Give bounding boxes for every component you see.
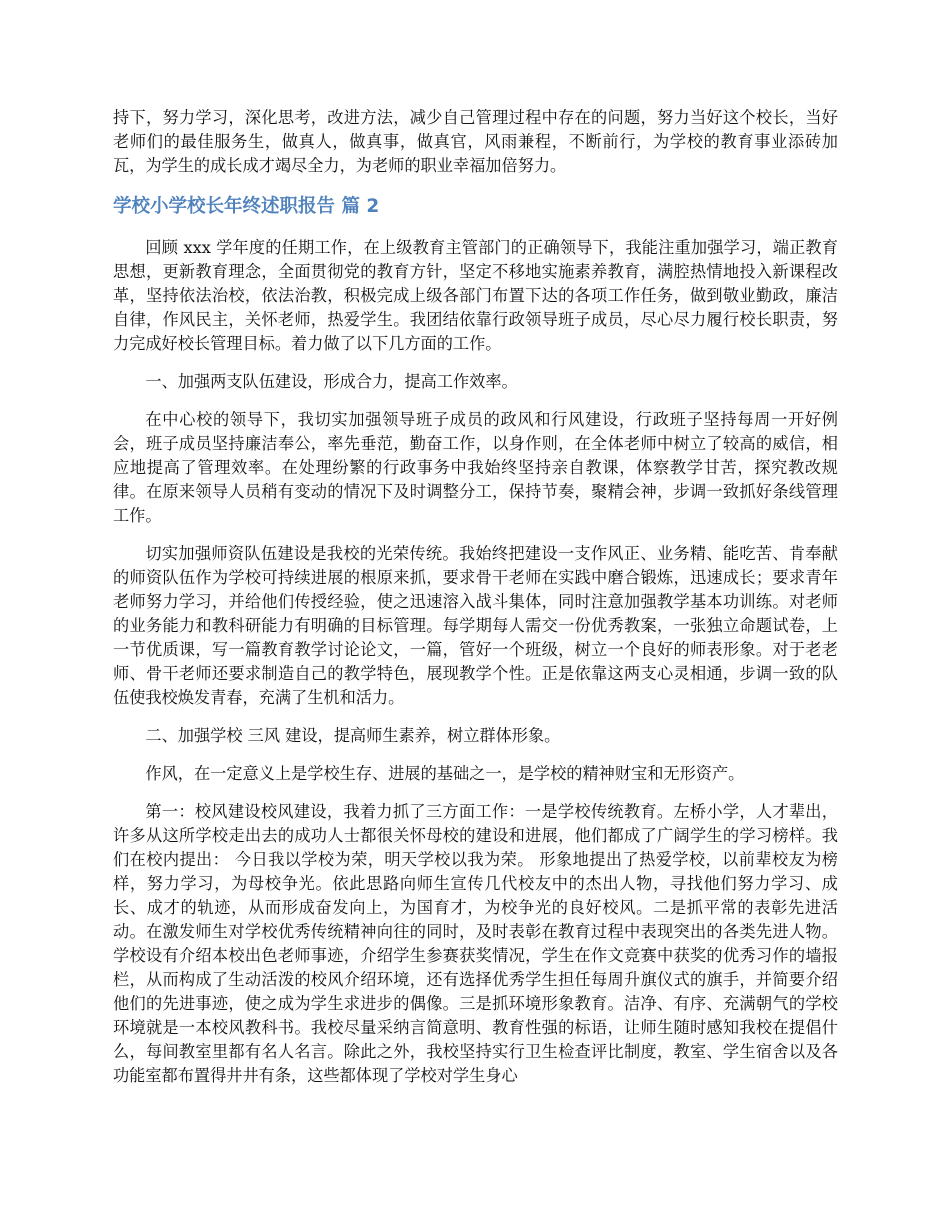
body-paragraph: 二、加强学校 三风 建设，提高师生素养，树立群体形象。 bbox=[145, 726, 561, 745]
body-paragraph: 在中心校的领导下，我切实加强领导班子成员的政风和行风建设，行政班子坚持每周一开好例会，班子成员坚持廉洁奉公，率先垂范，勤奋工作，以身作则，在全体老师中树立了较高的威信，相应地提高了管理效率。在处理纷繁的行政事务中我始终坚持亲自教课，体察教学甘苦，探究教改规律。在原来领导人员稍有变动的情况下及时调整分工，保持节奏，聚精会神，步调一致抓好条线管理工作。 bbox=[113, 410, 838, 525]
body-paragraph: 作风，在一定意义上是学校生存、进展的基础之一，是学校的精神财宝和无形资产。 bbox=[145, 764, 745, 783]
body-paragraph: 第一：校风建设校风建设，我着力抓了三方面工作：一是学校传统教育。左桥小学，人才辈出，许多从这所学校走出去的成功人士都很关怀母校的建设和进展，他们都成了广阔学生的学习榜样。我们在校内提出： 今日我以学校为荣，明天学校以我为荣。 形象地提出了热爱学校，以前辈校友为榜样，努力学习，为母校争光。依此思路向师生宣传几代校友中的杰出人物，寻找他们努力学习、成长、成才的轨迹，从而形成奋发向上，为国育才，为校争光的良好校风。二是抓平常的表彰先进活动。在激发师生对学校优秀传统精神向往的同时，及时表彰在教育过程中表现突出的各类先进人物。学校设有介绍本校出色老师事迹，介绍学生参赛获奖情况，学生在作文竞赛中获奖的优秀习作的墙报栏，从而构成了生动活泼的校风介绍环境，还有选择优秀学生担任每周升旗仪式的旗手，并简要介绍他们的先进事迹，使之成为学生求进步的偶像。三是抓环境形象教育。洁净、有序、充满朝气的学校环境就是一本校风教科书。我校尽量采纳言简意明、教育性强的标语，让师生随时感知我校在提倡什么，每间教室里都有名人名言。除此之外，我校坚持实行卫生检查评比制度，教室、学生宿舍以及各功能室都布置得井井有条，这些都体现了学校对学生身心 bbox=[113, 802, 838, 1085]
intro-paragraph: 持下，努力学习，深化思考，改进方法，减少自己管理过程中存在的问题，努力当好这个校长，当好老师们的最佳服务生，做真人，做真事，做真官，风雨兼程，不断前行，为学校的教育事业添砖加瓦，为学生的成长成才竭尽全力，为老师的职业幸福加倍努力。 bbox=[113, 108, 838, 175]
document-page bbox=[113, 106, 838, 1088]
body-paragraph: 回顾 xxx 学年度的任期工作，在上级教育主管部门的正确领导下，我能注重加强学习，端正教育思想，更新教育理念，全面贯彻党的教育方针，坚定不移地实施素养教育，满腔热情地投入新课程改革，坚持依法治校，依法治教，积极完成上级各部门布置下达的各项工作任务，做到敬业勤政，廉洁自律，作风民主，关怀老师，热爱学生。我团结依靠行政领导班子成员，尽心尽力履行校长职责，努力完成好校长管理目标。着力做了以下几方面的工作。 bbox=[113, 238, 838, 353]
body-paragraph: 一、加强两支队伍建设，形成合力，提高工作效率。 bbox=[145, 372, 518, 391]
body-paragraph: 切实加强师资队伍建设是我校的光荣传统。我始终把建设一支作风正、业务精、能吃苦、肯奉献的师资队伍作为学校可持续进展的根原来抓，要求骨干老师在实践中磨合锻炼，迅速成长；要求青年老师努力学习，并给他们传授经验，使之迅速溶入战斗集体，同时注意加强教学基本功训练。对老师的业务能力和教科研能力有明确的目标管理。每学期每人需交一份优秀教案，一张独立命题试卷，上一节优质课，写一篇教育教学讨论论文，一篇，管好一个班级，树立一个良好的师表形象。对于老老师、骨干老师还要求制造自己的教学特色，展现教学个性。正是依靠这两支心灵相通，步调一致的队伍使我校焕发青春，充满了生机和活力。 bbox=[113, 544, 838, 707]
section-heading: 学校小学校长年终述职报告 篇 2 bbox=[113, 196, 380, 217]
